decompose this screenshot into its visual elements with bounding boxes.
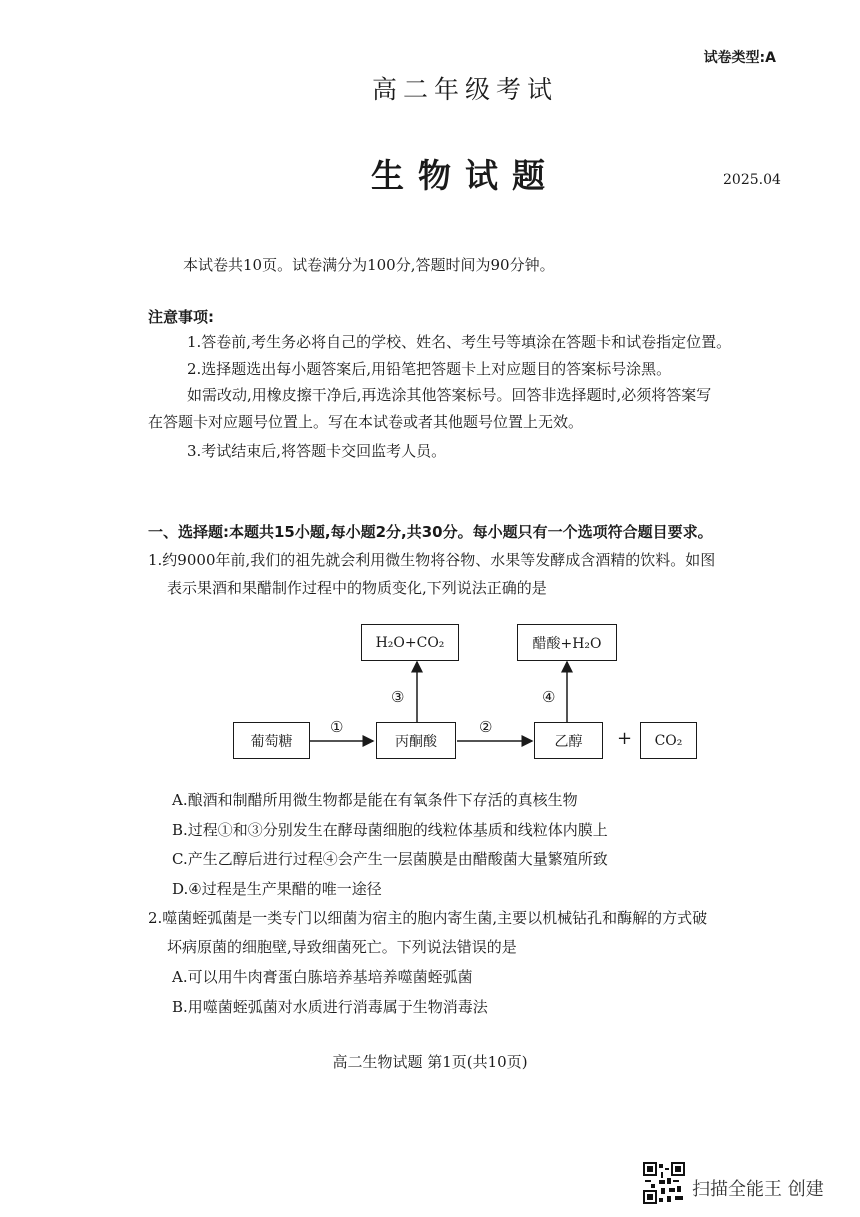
paper-type-label: 试卷类型:A	[703, 50, 776, 66]
subject-title: 生物试题	[371, 156, 559, 195]
answer-option: B.用噬菌蛭弧菌对水质进行消毒属于生物消毒法	[172, 998, 488, 1016]
plus-sign: +	[617, 728, 633, 749]
notice-item: 2.选择题选出每小题答案后,用铅笔把答题卡上对应题目的答案标号涂黑。	[187, 360, 672, 378]
scanner-watermark: 扫描全能王 创建	[692, 1179, 824, 1200]
node-co2: CO₂	[640, 722, 697, 759]
node-glucose: 葡萄糖	[233, 722, 310, 759]
notice-heading: 注意事项:	[148, 308, 214, 326]
answer-option: D.④过程是生产果醋的唯一途径	[172, 880, 382, 898]
node-acetic-acid: 醋酸+H₂O	[517, 624, 617, 661]
question-stem: 坏病原菌的细胞壁,导致细菌死亡。下列说法错误的是	[167, 938, 517, 956]
step-label: ③	[391, 688, 405, 706]
answer-option: A.可以用牛肉膏蛋白胨培养基培养噬菌蛭弧菌	[172, 968, 473, 986]
question-stem: 2.噬菌蛭弧菌是一类专门以细菌为宿主的胞内寄生菌,主要以机械钻孔和酶解的方式破	[148, 909, 708, 927]
notice-item: 如需改动,用橡皮擦干净后,再选涂其他答案标号。回答非选择题时,必须将答案写	[187, 386, 712, 404]
notice-item: 3.考试结束后,将答题卡交回监考人员。	[187, 442, 447, 460]
step-label: ④	[542, 688, 556, 706]
answer-option: A.酿酒和制醋所用微生物都是能在有氧条件下存活的真核生物	[172, 791, 578, 809]
exam-date: 2025.04	[723, 172, 781, 188]
question-stem: 1.约9000年前,我们的祖先就会利用微生物将谷物、水果等发酵成含酒精的饮料。如图	[148, 551, 716, 569]
step-label: ①	[330, 718, 344, 736]
page-footer: 高二生物试题 第1页(共10页)	[332, 1053, 528, 1071]
node-ethanol: 乙醇	[534, 722, 603, 759]
section-one-heading: 一、选择题:本题共15小题,每小题2分,共30分。每小题只有一个选项符合题目要求。	[148, 523, 713, 541]
node-pyruvate: 丙酮酸	[376, 722, 456, 759]
intro-text: 本试卷共10页。试卷满分为100分,答题时间为90分钟。	[183, 256, 555, 274]
answer-option: C.产生乙醇后进行过程④会产生一层菌膜是由醋酸菌大量繁殖所致	[172, 850, 608, 868]
node-h2o-co2: H₂O+CO₂	[361, 624, 459, 661]
notice-item: 在答题卡对应题号位置上。写在本试卷或者其他题号位置上无效。	[148, 413, 584, 431]
qr-code-icon	[643, 1162, 685, 1204]
notice-item: 1.答卷前,考生务必将自己的学校、姓名、考生号等填涂在答题卡和试卷指定位置。	[187, 333, 732, 351]
answer-option: B.过程①和③分别发生在酵母菌细胞的线粒体基质和线粒体内膜上	[172, 821, 608, 839]
step-label: ②	[479, 718, 493, 736]
question-stem: 表示果酒和果醋制作过程中的物质变化,下列说法正确的是	[167, 579, 547, 597]
exam-title: 高二年级考试	[371, 75, 558, 104]
